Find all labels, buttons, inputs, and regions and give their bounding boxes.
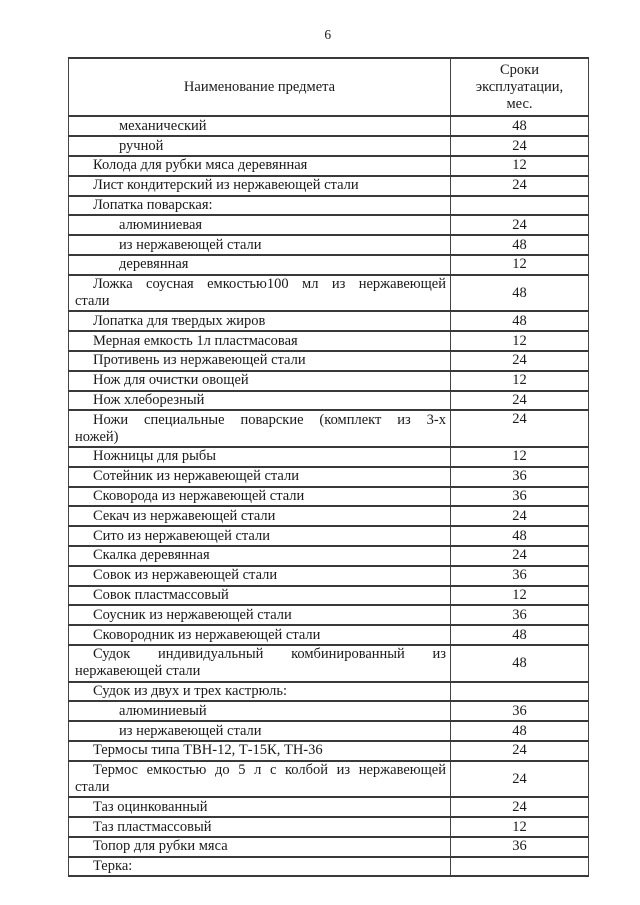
table-row (69, 275, 589, 312)
page-number: 6 (324, 27, 332, 42)
item-name-line: Лист кондитерский из нержавеющей стали (93, 177, 359, 194)
table-body (69, 116, 589, 876)
service-months-cell (451, 196, 589, 216)
item-name-cell (69, 447, 451, 467)
table-row (69, 506, 589, 526)
table-row (69, 176, 589, 196)
service-months-cell: 12 (451, 255, 589, 275)
service-months-cell: 24 (451, 351, 589, 371)
service-months-cell: 48 (451, 526, 589, 546)
table-row (69, 331, 589, 351)
item-name-cell (69, 837, 451, 857)
item-name-line: нержавеющей стали (75, 663, 201, 680)
item-name-cell (69, 371, 451, 391)
item-name-cell (69, 586, 451, 606)
service-months-cell: 12 (451, 586, 589, 606)
service-months-cell: 36 (451, 487, 589, 507)
table-row (69, 546, 589, 566)
item-name-cell (69, 682, 451, 702)
item-name-line: Мерная емкость 1л пластмасовая (93, 332, 298, 349)
service-months-cell: 36 (451, 467, 589, 487)
item-name-cell (69, 797, 451, 817)
item-name-cell (69, 526, 451, 546)
item-name-line: Таз оцинкованный (93, 798, 208, 815)
item-name-line: Сито из нержавеющей стали (93, 527, 270, 544)
item-name-line: Противень из нержавеющей стали (93, 352, 306, 369)
item-name-line: Секач из нержавеющей стали (93, 507, 276, 524)
table-row (69, 447, 589, 467)
item-name-line: Ножницы для рыбы (93, 448, 217, 465)
service-months-cell: 24 (451, 391, 589, 411)
item-name-cell (69, 311, 451, 331)
table-row (69, 526, 589, 546)
item-name-cell (69, 351, 451, 371)
table-row (69, 311, 589, 331)
item-name-cell (69, 215, 451, 235)
item-name-cell (69, 275, 451, 312)
item-name-line: механический (119, 117, 207, 134)
service-months-cell: 24 (451, 797, 589, 817)
service-months-cell: 24 (451, 546, 589, 566)
header-item-name-cell: Наименование предмета (69, 58, 451, 116)
service-months-cell: 36 (451, 837, 589, 857)
service-months-cell: 12 (451, 371, 589, 391)
table-row (69, 797, 589, 817)
item-name-line: Нож для очистки овощей (93, 372, 249, 389)
service-months-cell: 24 (451, 761, 589, 798)
item-name-cell (69, 467, 451, 487)
table-row (69, 351, 589, 371)
table-row (69, 837, 589, 857)
service-months-cell: 24 (451, 136, 589, 156)
table-row (69, 116, 589, 136)
item-name-line: Лопатка для твердых жиров (93, 312, 266, 329)
table-row (69, 371, 589, 391)
item-name-cell (69, 721, 451, 741)
item-name-line: Скалка деревянная (93, 547, 210, 564)
table-row (69, 857, 589, 877)
table-row (69, 467, 589, 487)
service-months-cell: 24 (451, 506, 589, 526)
item-name-line: ножей) (75, 428, 119, 445)
item-name-cell (69, 116, 451, 136)
service-months-cell: 48 (451, 625, 589, 645)
table-row (69, 625, 589, 645)
table-row (69, 761, 589, 798)
service-months-cell: 48 (451, 275, 589, 312)
item-name-cell (69, 331, 451, 351)
item-name-cell (69, 176, 451, 196)
item-name-cell (69, 410, 451, 447)
service-months-cell: 36 (451, 605, 589, 625)
item-name-line: Сковорода из нержавеющей стали (93, 488, 305, 505)
item-name-cell (69, 701, 451, 721)
item-name-line: алюминиевый (119, 702, 207, 719)
items-table (68, 57, 589, 877)
table-row (69, 586, 589, 606)
header-service-life-line: Сроки (500, 62, 539, 78)
table-row (69, 721, 589, 741)
item-name-line: Топор для рубки мяса (93, 838, 228, 855)
item-name-cell (69, 605, 451, 625)
item-name-cell (69, 566, 451, 586)
service-months-cell: 24 (451, 215, 589, 235)
service-months-cell: 24 (451, 176, 589, 196)
service-months-cell: 48 (451, 645, 589, 682)
item-name-line: Сотейник из нержавеющей стали (93, 468, 299, 485)
table-row (69, 215, 589, 235)
table-row (69, 566, 589, 586)
item-name-cell (69, 857, 451, 877)
item-name-line: Термосы типа ТВН-12, Т-15К, ТН-36 (93, 742, 323, 759)
item-name-cell (69, 506, 451, 526)
item-name-line: Термос емкостью до 5 л с колбой из нержавеющей (93, 762, 446, 779)
service-months-cell: 48 (451, 235, 589, 255)
item-name-line: ручной (119, 137, 164, 154)
item-name-line: Совок пластмассовый (93, 587, 229, 604)
service-months-cell: 12 (451, 447, 589, 467)
table-row (69, 701, 589, 721)
table-row (69, 196, 589, 216)
item-name-line: Таз пластмассовый (93, 818, 212, 835)
table-row (69, 391, 589, 411)
service-months-cell: 12 (451, 156, 589, 176)
item-name-line: деревянная (119, 256, 189, 273)
item-name-line: Нож хлеборезный (93, 392, 205, 409)
item-name-cell (69, 196, 451, 216)
item-name-line: стали (75, 293, 110, 310)
item-name-line: Лопатка поварская: (93, 197, 213, 214)
item-name-line: Колода для рубки мяса деревянная (93, 157, 308, 174)
item-name-cell (69, 156, 451, 176)
table-row (69, 817, 589, 837)
table-row (69, 156, 589, 176)
service-months-cell: 36 (451, 701, 589, 721)
item-name-cell (69, 235, 451, 255)
table-row (69, 255, 589, 275)
table-row (69, 136, 589, 156)
header-service-life-line: эксплуатации, (475, 78, 564, 95)
service-months-cell: 36 (451, 566, 589, 586)
table-row (69, 235, 589, 255)
service-months-cell (451, 682, 589, 702)
table-row (69, 645, 589, 682)
item-name-cell (69, 645, 451, 682)
item-name-line: Сковородник из нержавеющей стали (93, 626, 321, 643)
item-name-line: Ложка соусная емкостью100 мл из нержавеющей (93, 276, 446, 293)
service-months-cell (451, 857, 589, 877)
item-name-line: стали (75, 778, 110, 795)
table-header-row (69, 58, 589, 116)
service-months-cell: 24 (451, 741, 589, 761)
table-row (69, 682, 589, 702)
service-months-cell: 48 (451, 311, 589, 331)
item-name-line: Терка: (93, 858, 133, 875)
item-name-line: алюминиевая (119, 216, 203, 233)
table-row (69, 487, 589, 507)
item-name-line: из нержавеющей стали (119, 236, 262, 253)
item-name-cell (69, 625, 451, 645)
item-name-line: из нержавеющей стали (119, 722, 262, 739)
table-row (69, 605, 589, 625)
item-name-line: Судок индивидуальный комбинированный из (93, 646, 446, 663)
item-name-cell (69, 487, 451, 507)
item-name-cell (69, 761, 451, 798)
item-name-cell (69, 391, 451, 411)
item-name-cell (69, 817, 451, 837)
item-name-line: Соусник из нержавеющей стали (93, 606, 292, 623)
table-row (69, 741, 589, 761)
service-months-cell: 48 (451, 116, 589, 136)
service-months-cell: 24 (451, 410, 589, 447)
item-name-line: Ножи специальные поварские (комплект из 3-х (93, 411, 446, 428)
item-name-cell (69, 136, 451, 156)
service-months-cell: 48 (451, 721, 589, 741)
header-service-life-cell (451, 58, 589, 116)
item-name-cell (69, 741, 451, 761)
item-name-cell (69, 255, 451, 275)
service-months-cell: 12 (451, 817, 589, 837)
table-row (69, 410, 589, 447)
item-name-line: Совок из нержавеющей стали (93, 567, 278, 584)
item-name-line: Судок из двух и трех кастрюль: (93, 683, 287, 699)
header-service-life-line: мес. (506, 95, 533, 112)
service-months-cell: 12 (451, 331, 589, 351)
item-name-cell (69, 546, 451, 566)
